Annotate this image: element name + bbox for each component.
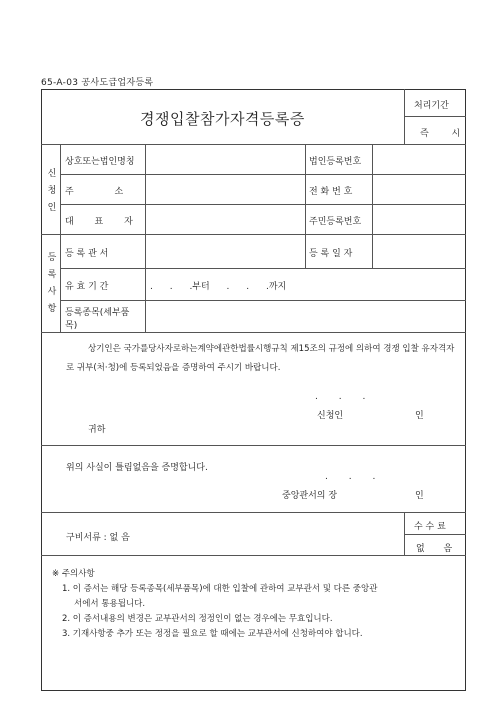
- statement-text: 상기인은 국가를당사자로하는계약에관한법률시행규칙 제15조의 규정에 의하여 경쟁 입찰 유자격자로 귀부(처·청)에 등록되었음을 증명하여 주시기 바랍니다.: [66, 344, 455, 373]
- divider: [41, 332, 466, 333]
- processing-period-label: 처리기간: [414, 101, 449, 111]
- divider: [41, 555, 466, 556]
- notes-section: [52, 567, 452, 642]
- corp-reg-no-label: 법인등록번호: [309, 157, 362, 167]
- divider: [60, 268, 466, 269]
- registration-category-label: 등록종목(세부품: [65, 308, 130, 318]
- divider: [60, 174, 466, 175]
- required-documents-label: 구비서류 : 없 음: [66, 533, 130, 543]
- note-item: 2. 이 증서내용의 변경은 교부관서의 정정인이 없는 경우에는 무효입니다.: [62, 614, 333, 624]
- fee-value: 없 음: [416, 544, 453, 554]
- divider: [305, 234, 306, 268]
- divider: [404, 116, 466, 117]
- divider: [305, 144, 306, 234]
- addressee-label: 귀하: [88, 425, 106, 435]
- validity-period-label: 유 효 기 간: [65, 282, 109, 292]
- divider: [60, 300, 466, 301]
- processing-period-value: 즉 시: [420, 129, 471, 139]
- statement-date: . . .: [315, 392, 366, 402]
- applicant-signature-label: 신청인: [317, 411, 344, 421]
- note-item: 3. 기재사항중 추가 또는 정정을 필요로 할 때에는 교부관서에 신청하여야 합니다.: [62, 629, 363, 639]
- representative-label: 대 표 자: [65, 217, 133, 227]
- divider: [41, 234, 466, 235]
- address-label: 주 소: [65, 187, 124, 197]
- confirmation-text: 위의 사실이 틀림없음을 증명합니다.: [66, 463, 208, 473]
- confirmation-date: . . .: [325, 472, 376, 482]
- applicant-seal: 인: [415, 411, 424, 421]
- company-name-label: 상호또는법인명칭: [65, 157, 135, 167]
- phone-label: 전 화 번 호: [309, 187, 353, 197]
- notes-heading: ※ 주의사항: [52, 569, 95, 579]
- form-code: 65-A-03 공사도급업자등록: [41, 78, 154, 88]
- registration-category-label-cont: 목): [65, 321, 78, 331]
- office-head-label: 중앙관서의 장: [282, 491, 338, 501]
- divider: [60, 144, 61, 332]
- note-item: 서에서 통용됩니다.: [74, 599, 146, 609]
- resident-no-label: 주민등록번호: [309, 217, 362, 227]
- divider: [404, 534, 466, 535]
- fee-label: 수 수 료: [414, 522, 446, 532]
- divider: [372, 144, 373, 234]
- validity-period-value: . . .부터 . . .까지: [150, 282, 287, 292]
- divider: [41, 512, 466, 513]
- divider: [41, 445, 466, 446]
- registration-date-label: 등 록 일 자: [309, 249, 353, 259]
- office-head-seal: 인: [415, 491, 424, 501]
- divider: [372, 234, 373, 268]
- divider: [145, 144, 146, 332]
- form-title: 경쟁입찰참가자격등록증: [140, 110, 305, 128]
- registration-office-label: 등 록 관 서: [65, 249, 109, 259]
- applicant-section-label: 신 청 인: [47, 169, 57, 213]
- registration-section-label: 등 록 사 항: [47, 253, 57, 314]
- note-item: 1. 이 증서는 해당 등록종목(세부품목)에 대한 입찰에 관하여 교부관서 및 다른 중앙관: [62, 584, 378, 594]
- divider: [60, 204, 466, 205]
- divider: [41, 144, 466, 145]
